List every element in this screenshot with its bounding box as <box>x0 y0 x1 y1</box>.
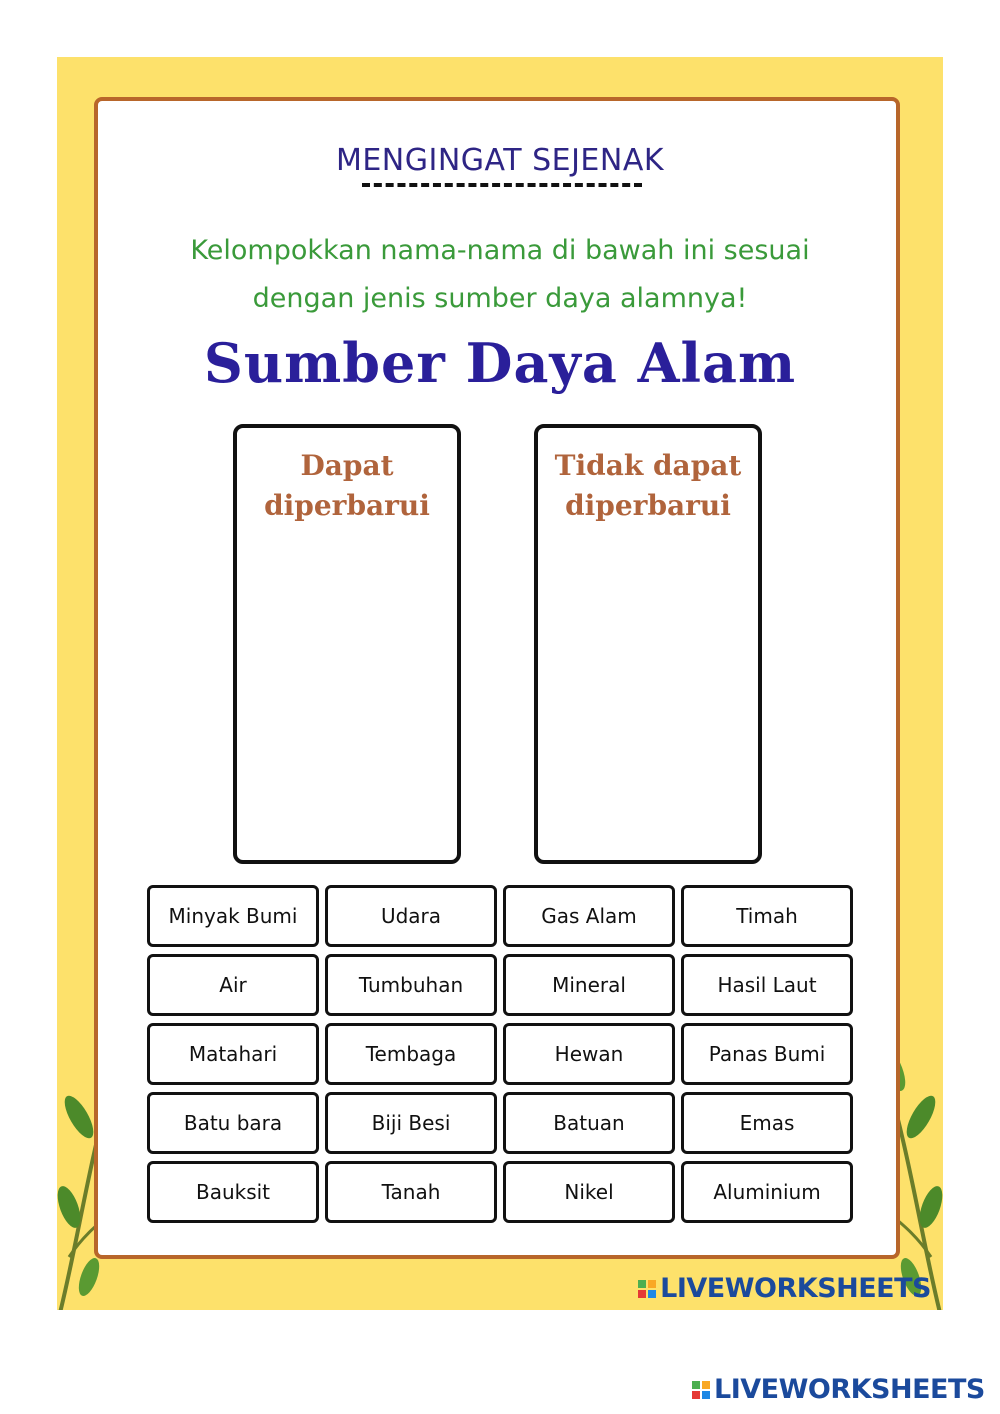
draggable-item[interactable]: Hasil Laut <box>681 954 853 1016</box>
drop-zone-nonrenewable[interactable] <box>534 424 762 864</box>
instruction-line-1: Kelompokkan nama-nama di bawah ini sesuai <box>190 235 810 266</box>
draggable-item[interactable]: Nikel <box>503 1161 675 1223</box>
heading-dashed-rule <box>362 183 642 187</box>
draggable-item[interactable]: Biji Besi <box>325 1092 497 1154</box>
draggable-item[interactable]: Aluminium <box>681 1161 853 1223</box>
drop-zone-title <box>237 446 457 526</box>
worksheet-heading: MENGINGAT SEJENAK <box>335 143 665 178</box>
logo-text: LIVEWORKSHEETS <box>714 1374 985 1405</box>
drop-zone-title-line-1: Tidak dapat <box>554 449 742 482</box>
draggable-item[interactable]: Tembaga <box>325 1023 497 1085</box>
draggable-item[interactable]: Udara <box>325 885 497 947</box>
draggable-item[interactable]: Bauksit <box>147 1161 319 1223</box>
draggable-item[interactable]: Hewan <box>503 1023 675 1085</box>
draggable-item[interactable]: Air <box>147 954 319 1016</box>
draggable-item[interactable]: Batu bara <box>147 1092 319 1154</box>
draggable-item[interactable]: Batuan <box>503 1092 675 1154</box>
drop-zone-renewable[interactable] <box>233 424 461 864</box>
draggable-item[interactable]: Gas Alam <box>503 885 675 947</box>
worksheet-page <box>57 57 943 1310</box>
liveworksheets-logo-icon <box>638 1280 656 1298</box>
instruction-line-2: dengan jenis sumber daya alamnya! <box>252 283 748 314</box>
main-title: Sumber Daya Alam <box>203 331 797 395</box>
draggable-item[interactable]: Emas <box>681 1092 853 1154</box>
instruction-text <box>127 227 873 323</box>
drop-zone-title <box>538 446 758 526</box>
draggable-item[interactable]: Minyak Bumi <box>147 885 319 947</box>
liveworksheets-logo-icon <box>692 1381 710 1399</box>
draggable-item[interactable]: Panas Bumi <box>681 1023 853 1085</box>
draggable-item[interactable]: Mineral <box>503 954 675 1016</box>
drop-zone-title-line-2: diperbarui <box>565 489 731 522</box>
draggable-item[interactable]: Tumbuhan <box>325 954 497 1016</box>
logo-text: LIVEWORKSHEETS <box>660 1273 931 1304</box>
drop-zone-title-line-1: Dapat <box>300 449 394 482</box>
draggable-items-grid <box>147 885 853 1223</box>
drop-zone-title-line-2: diperbarui <box>264 489 430 522</box>
draggable-item[interactable]: Matahari <box>147 1023 319 1085</box>
liveworksheets-footer-logo <box>692 1374 985 1405</box>
liveworksheets-logo <box>638 1273 931 1304</box>
draggable-item[interactable]: Tanah <box>325 1161 497 1223</box>
draggable-item[interactable]: Timah <box>681 885 853 947</box>
